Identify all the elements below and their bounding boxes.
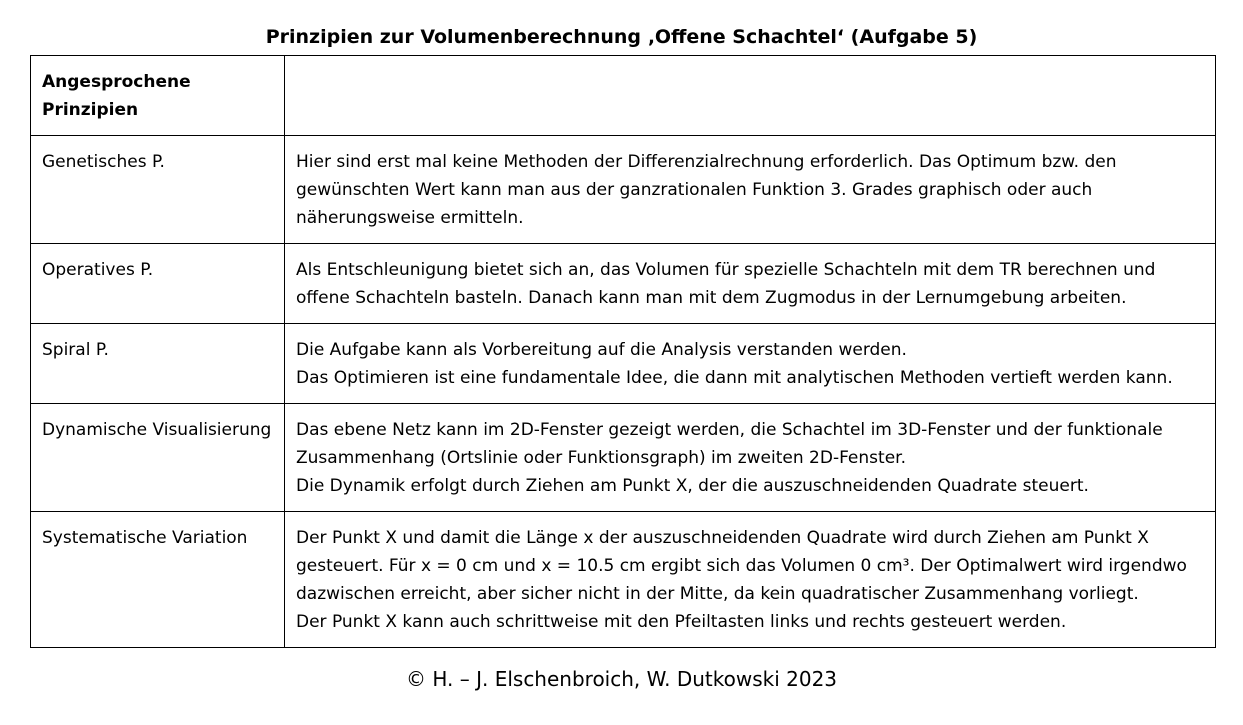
- description-line: Der Punkt X kann auch schrittweise mit den Pfeiltasten links und rechts gesteuert werden.: [296, 612, 1067, 632]
- description-line: Zusammenhang (Ortslinie oder Funktionsgraph) im zweiten 2D-Fenster.: [296, 448, 906, 468]
- table-row-variation: [31, 512, 1216, 648]
- description-line: Als Entschleunigung bietet sich an, das Volumen für spezielle Schachteln mit dem TR berechnen und: [296, 260, 1156, 280]
- principle-cell: Genetisches P.: [31, 136, 285, 244]
- principle-cell: Operatives P.: [31, 244, 285, 324]
- header-cell-principles: Angesprochene Prinzipien: [31, 56, 285, 136]
- copyright-footer: © H. – J. Elschenbroich, W. Dutkowski 2023: [405, 667, 838, 691]
- table-row-visualisierung: [31, 404, 1216, 512]
- description-line: Die Dynamik erfolgt durch Ziehen am Punkt X, der die auszuschneidenden Quadrate steuert.: [296, 476, 1089, 496]
- description-line: näherungsweise ermitteln.: [296, 208, 524, 228]
- description-line: Die Aufgabe kann als Vorbereitung auf die Analysis verstanden werden.: [296, 340, 907, 360]
- description-line: offene Schachteln basteln. Danach kann man mit dem Zugmodus in der Lernumgebung arbeiten.: [296, 288, 1127, 308]
- description-line: Hier sind erst mal keine Methoden der Differenzialrechnung erforderlich. Das Optimum bzw. den: [296, 152, 1117, 172]
- table-header-row: [31, 56, 1216, 136]
- principle-cell: Systematische Variation: [31, 512, 285, 648]
- description-line: gesteuert. Für x = 0 cm und x = 10.5 cm ergibt sich das Volumen 0 cm³. Der Optimalwert wird irgendwo: [296, 556, 1187, 576]
- principles-table: [30, 55, 1216, 648]
- description-line: Der Punkt X und damit die Länge x der auszuschneidenden Quadrate wird durch Ziehen am Punkt X: [296, 528, 1149, 548]
- description-cell: [285, 244, 1216, 324]
- description-line: dazwischen erreicht, aber sicher nicht in der Mitte, da kein quadratischer Zusammenhang vorliegt.: [296, 584, 1139, 604]
- table-row-operativ: [31, 244, 1216, 324]
- description-cell: [285, 324, 1216, 404]
- description-line: Das ebene Netz kann im 2D-Fenster gezeigt werden, die Schachtel im 3D-Fenster und der funktionale: [296, 420, 1163, 440]
- description-line: gewünschten Wert kann man aus der ganzrationalen Funktion 3. Grades graphisch oder auch: [296, 180, 1093, 200]
- description-cell: [285, 404, 1216, 512]
- header-cell-description: [285, 56, 1216, 136]
- principle-cell: Dynamische Visualisierung: [31, 404, 285, 512]
- table-row-genetisch: [31, 136, 1216, 244]
- principle-cell: Spiral P.: [31, 324, 285, 404]
- document-title: Prinzipien zur Volumenberechnung ‚Offene Schachtel‘ (Aufgabe 5): [265, 26, 978, 48]
- table-row-spiral: [31, 324, 1216, 404]
- description-cell: [285, 136, 1216, 244]
- description-cell: [285, 512, 1216, 648]
- description-line: Das Optimieren ist eine fundamentale Idee, die dann mit analytischen Methoden vertieft werden kann.: [296, 368, 1173, 388]
